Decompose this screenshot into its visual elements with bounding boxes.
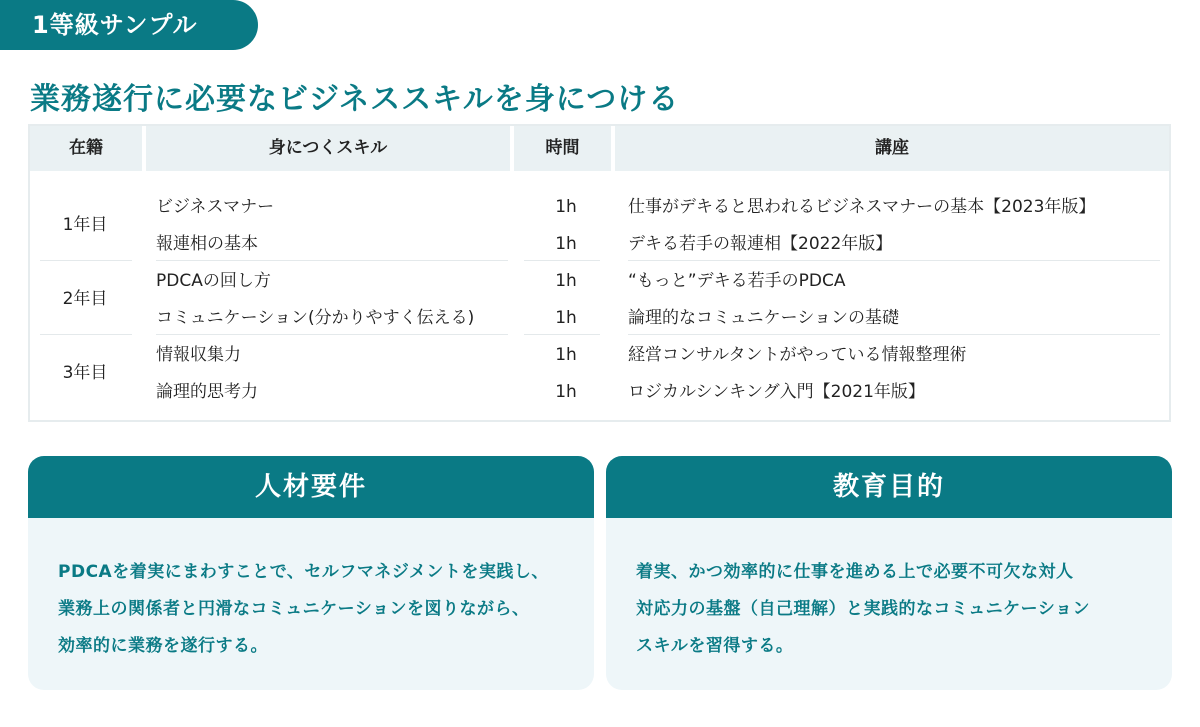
- skill-cell: コミュニケーション(分かりやすく伝える): [156, 308, 475, 328]
- requirements-panel: [28, 456, 594, 690]
- header-tenure: 在籍: [30, 126, 142, 171]
- course-cell: 仕事がデキると思われるビジネスマナーの基本【2023年版】: [628, 197, 1096, 217]
- row-divider: [628, 334, 1160, 335]
- skill-cell: PDCAの回し方: [156, 271, 271, 291]
- requirements-title: 人材要件: [28, 456, 594, 518]
- requirements-line: 業務上の関係者と円滑なコミュニケーションを図りながら、: [58, 599, 530, 619]
- skill-cell: 情報収集力: [156, 345, 241, 365]
- requirements-text: [28, 518, 594, 665]
- purpose-panel: [606, 456, 1172, 690]
- requirements-line: 効率的に業務を遂行する。: [58, 636, 268, 656]
- time-cell: 1h: [555, 308, 577, 328]
- time-cell: 1h: [555, 234, 577, 254]
- purpose-title: 教育目的: [606, 456, 1172, 518]
- time-cell: 1h: [555, 197, 577, 217]
- purpose-line: 着実、かつ効率的に仕事を進める上で必要不可欠な対人: [636, 562, 1074, 582]
- requirements-line: PDCAを着実にまわすことで、セルフマネジメントを実践し、: [58, 562, 549, 582]
- tenure-year-3: 3年目: [62, 363, 108, 383]
- row-divider: [524, 260, 600, 261]
- time-cell: 1h: [555, 382, 577, 402]
- course-cell: 論理的なコミュニケーションの基礎: [628, 308, 899, 328]
- header-time: 時間: [514, 126, 611, 171]
- row-divider: [40, 334, 132, 335]
- level-badge: 1等級サンプル: [0, 0, 258, 50]
- course-cell: 経営コンサルタントがやっている情報整理術: [628, 345, 967, 365]
- curriculum-table: [28, 124, 1171, 422]
- header-course: 講座: [615, 126, 1169, 171]
- skill-cell: 論理的思考力: [156, 382, 258, 402]
- course-cell: “もっと”デキる若手のPDCA: [628, 271, 846, 291]
- row-divider: [524, 334, 600, 335]
- page-title: 業務遂行に必要なビジネススキルを身につける: [30, 82, 680, 117]
- time-cell: 1h: [555, 345, 577, 365]
- table-header: [30, 126, 1169, 171]
- skill-cell: ビジネスマナー: [156, 197, 275, 217]
- row-divider: [628, 260, 1160, 261]
- row-divider: [40, 260, 132, 261]
- row-divider: [156, 260, 508, 261]
- course-cell: デキる若手の報連相【2022年版】: [628, 234, 893, 254]
- header-skill: 身につくスキル: [146, 126, 510, 171]
- course-cell: ロジカルシンキング入門【2021年版】: [628, 382, 925, 402]
- purpose-text: [606, 518, 1172, 665]
- tenure-year-1: 1年目: [62, 215, 108, 235]
- skill-cell: 報連相の基本: [156, 234, 258, 254]
- purpose-line: 対応力の基盤（自己理解）と実践的なコミュニケーション: [636, 599, 1090, 619]
- time-cell: 1h: [555, 271, 577, 291]
- tenure-year-2: 2年目: [62, 289, 108, 309]
- row-divider: [156, 334, 508, 335]
- purpose-line: スキルを習得する。: [636, 636, 794, 656]
